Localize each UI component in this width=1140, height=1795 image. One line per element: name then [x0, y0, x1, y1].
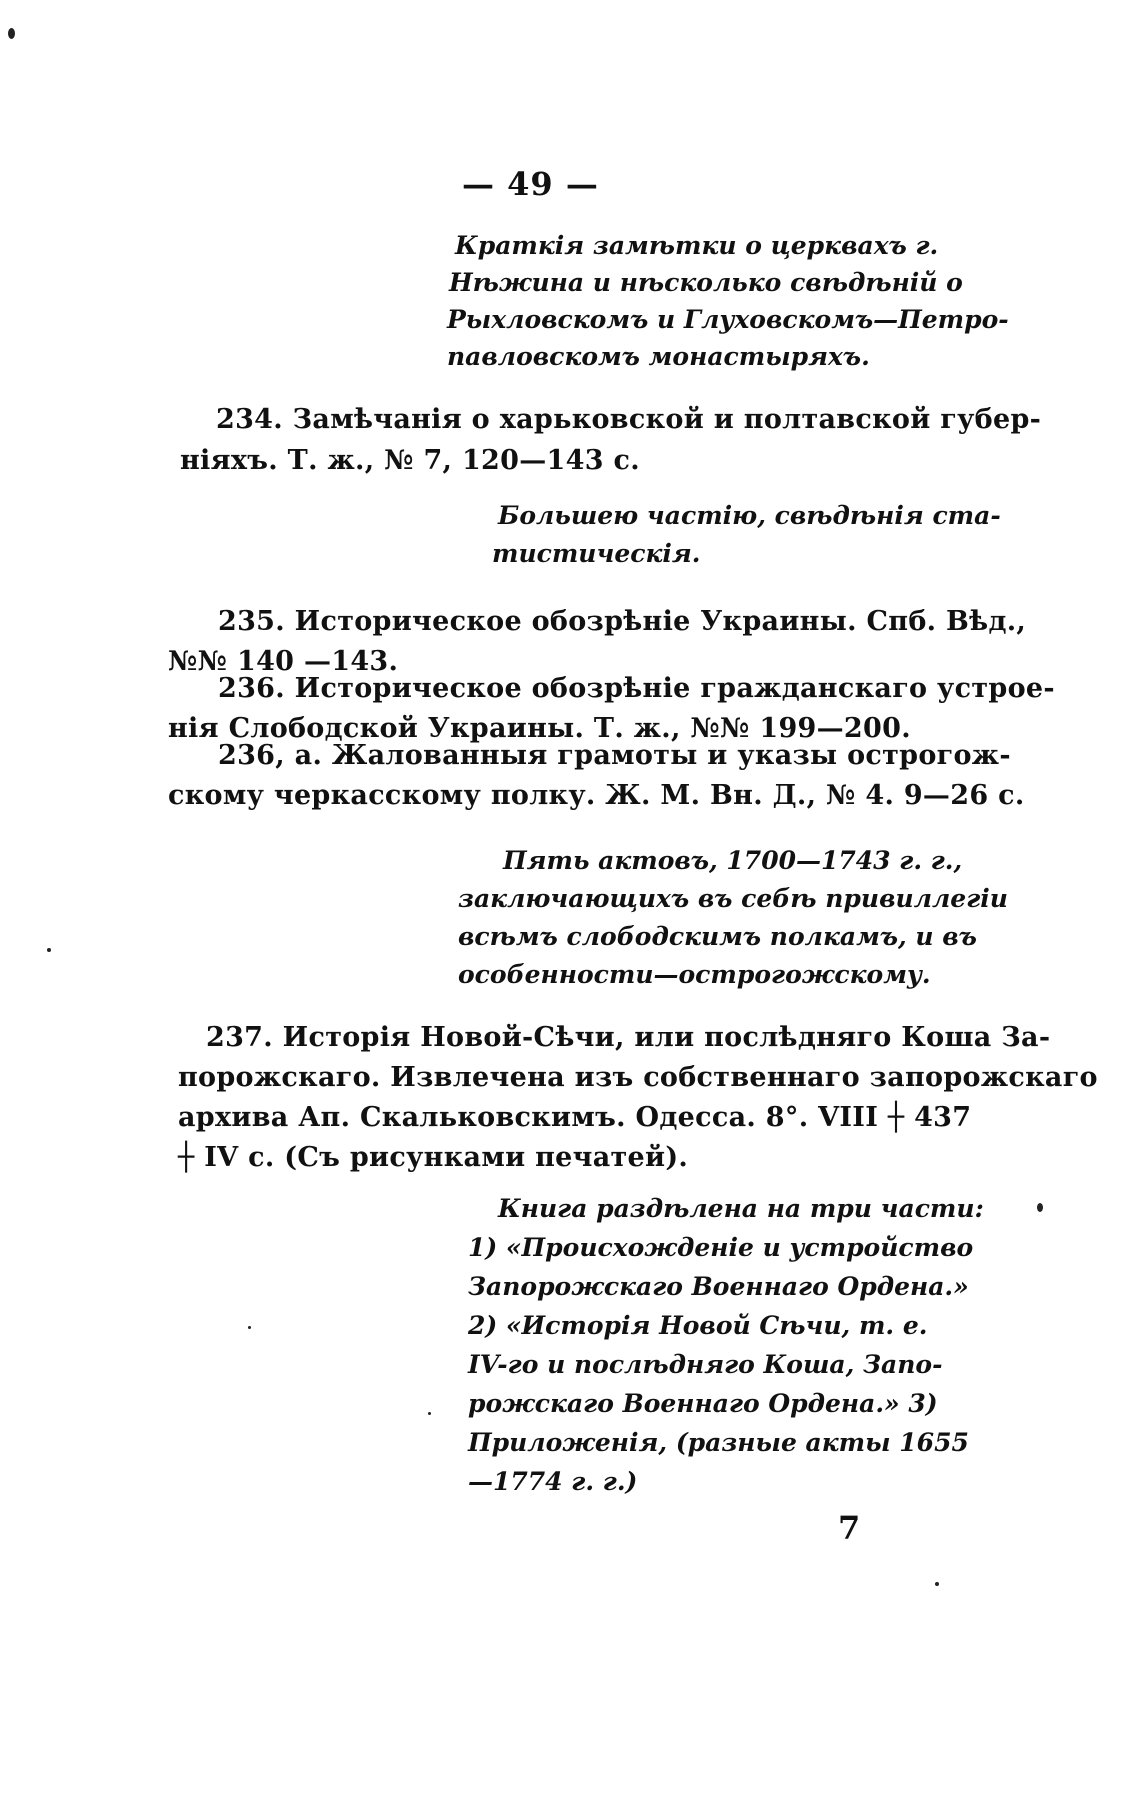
scan-speck: [428, 1412, 431, 1415]
note-line: 1) «Происхожденіе и устройство: [468, 1233, 974, 1262]
entry-line: скому черкасскому полку. Ж. М. Вн. Д., № 4. 9—26 с.: [168, 780, 1025, 811]
note-line: IV-го и послѣдняго Коша, Запо-: [468, 1350, 943, 1379]
note-line: всѣмъ слободскимъ полкамъ, и въ: [458, 922, 977, 951]
note-line: Рыхловскомъ и Глуховскомъ—Петро-: [447, 305, 1009, 334]
note-line: Большею частію, свѣдѣнія ста-: [498, 501, 1001, 530]
note-line: Запорожскаго Военнаго Ордена.»: [468, 1272, 969, 1301]
entry-line: 235. Историческое обозрѣніе Украины. Спб. Вѣд.,: [218, 606, 1027, 637]
note-line: заключающихъ въ себѣ привиллегіи: [458, 884, 1008, 913]
signature-mark: 7: [838, 1509, 861, 1547]
entry-line: 234. Замѣчанія о харьковской и полтавской губер-: [216, 404, 1042, 435]
note-line: тистическія.: [492, 539, 701, 568]
entry-line: ┼ IV с. (Съ рисунками печатей).: [178, 1142, 689, 1173]
entry-line: 236, а. Жалованныя грамоты и указы острогож-: [218, 740, 1011, 771]
note-line: павловскомъ монастыряхъ.: [447, 342, 870, 371]
note-line: Приложенія, (разные акты 1655: [468, 1428, 969, 1457]
entry-line: 236. Историческое обозрѣніе гражданскаго устрое-: [218, 673, 1055, 704]
entry-line: порожскаго. Извлечена изъ собственнаго запорожскаго: [178, 1062, 1098, 1093]
note-line: Книга раздѣлена на три части:: [498, 1194, 984, 1223]
note-line: рожскаго Военнаго Ордена.» 3): [468, 1389, 938, 1418]
note-block: [458, 846, 1008, 989]
note-block: [492, 501, 1001, 568]
scan-speck: [8, 28, 15, 39]
note-block: [447, 231, 1009, 371]
note-line: Нѣжина и нѣсколько свѣдѣній о: [449, 268, 963, 297]
entry-line: нія Слободской Украины. Т. ж., №№ 199—200.: [168, 713, 911, 744]
entry-block: [168, 606, 1055, 811]
page-number: — 49 —: [462, 165, 599, 203]
entry-line: архива Ап. Скальковскимъ. Одесса. 8°. VIII ┼ 437: [178, 1102, 972, 1133]
entry-line: 237. Исторія Новой-Сѣчи, или послѣдняго Коша За-: [206, 1022, 1051, 1053]
entry-block: [178, 1022, 1098, 1173]
note-line: особенности—острогожскому.: [458, 960, 931, 989]
note-line: —1774 г. г.): [468, 1467, 638, 1496]
note-line: Пять актовъ, 1700—1743 г. г.,: [503, 846, 963, 875]
entry-block: [180, 404, 1042, 476]
entry-line: ніяхъ. Т. ж., № 7, 120—143 с.: [180, 445, 640, 476]
scan-speck: [47, 948, 51, 952]
note-line: Краткія замѣтки о церквахъ г.: [455, 231, 939, 260]
scan-speck: [248, 1326, 251, 1329]
entry-line: №№ 140 —143.: [168, 646, 399, 677]
scan-speck: [935, 1582, 939, 1586]
scan-speck: [1037, 1203, 1043, 1212]
note-block: [468, 1194, 984, 1496]
note-line: 2) «Исторія Новой Сѣчи, т. е.: [468, 1311, 928, 1340]
